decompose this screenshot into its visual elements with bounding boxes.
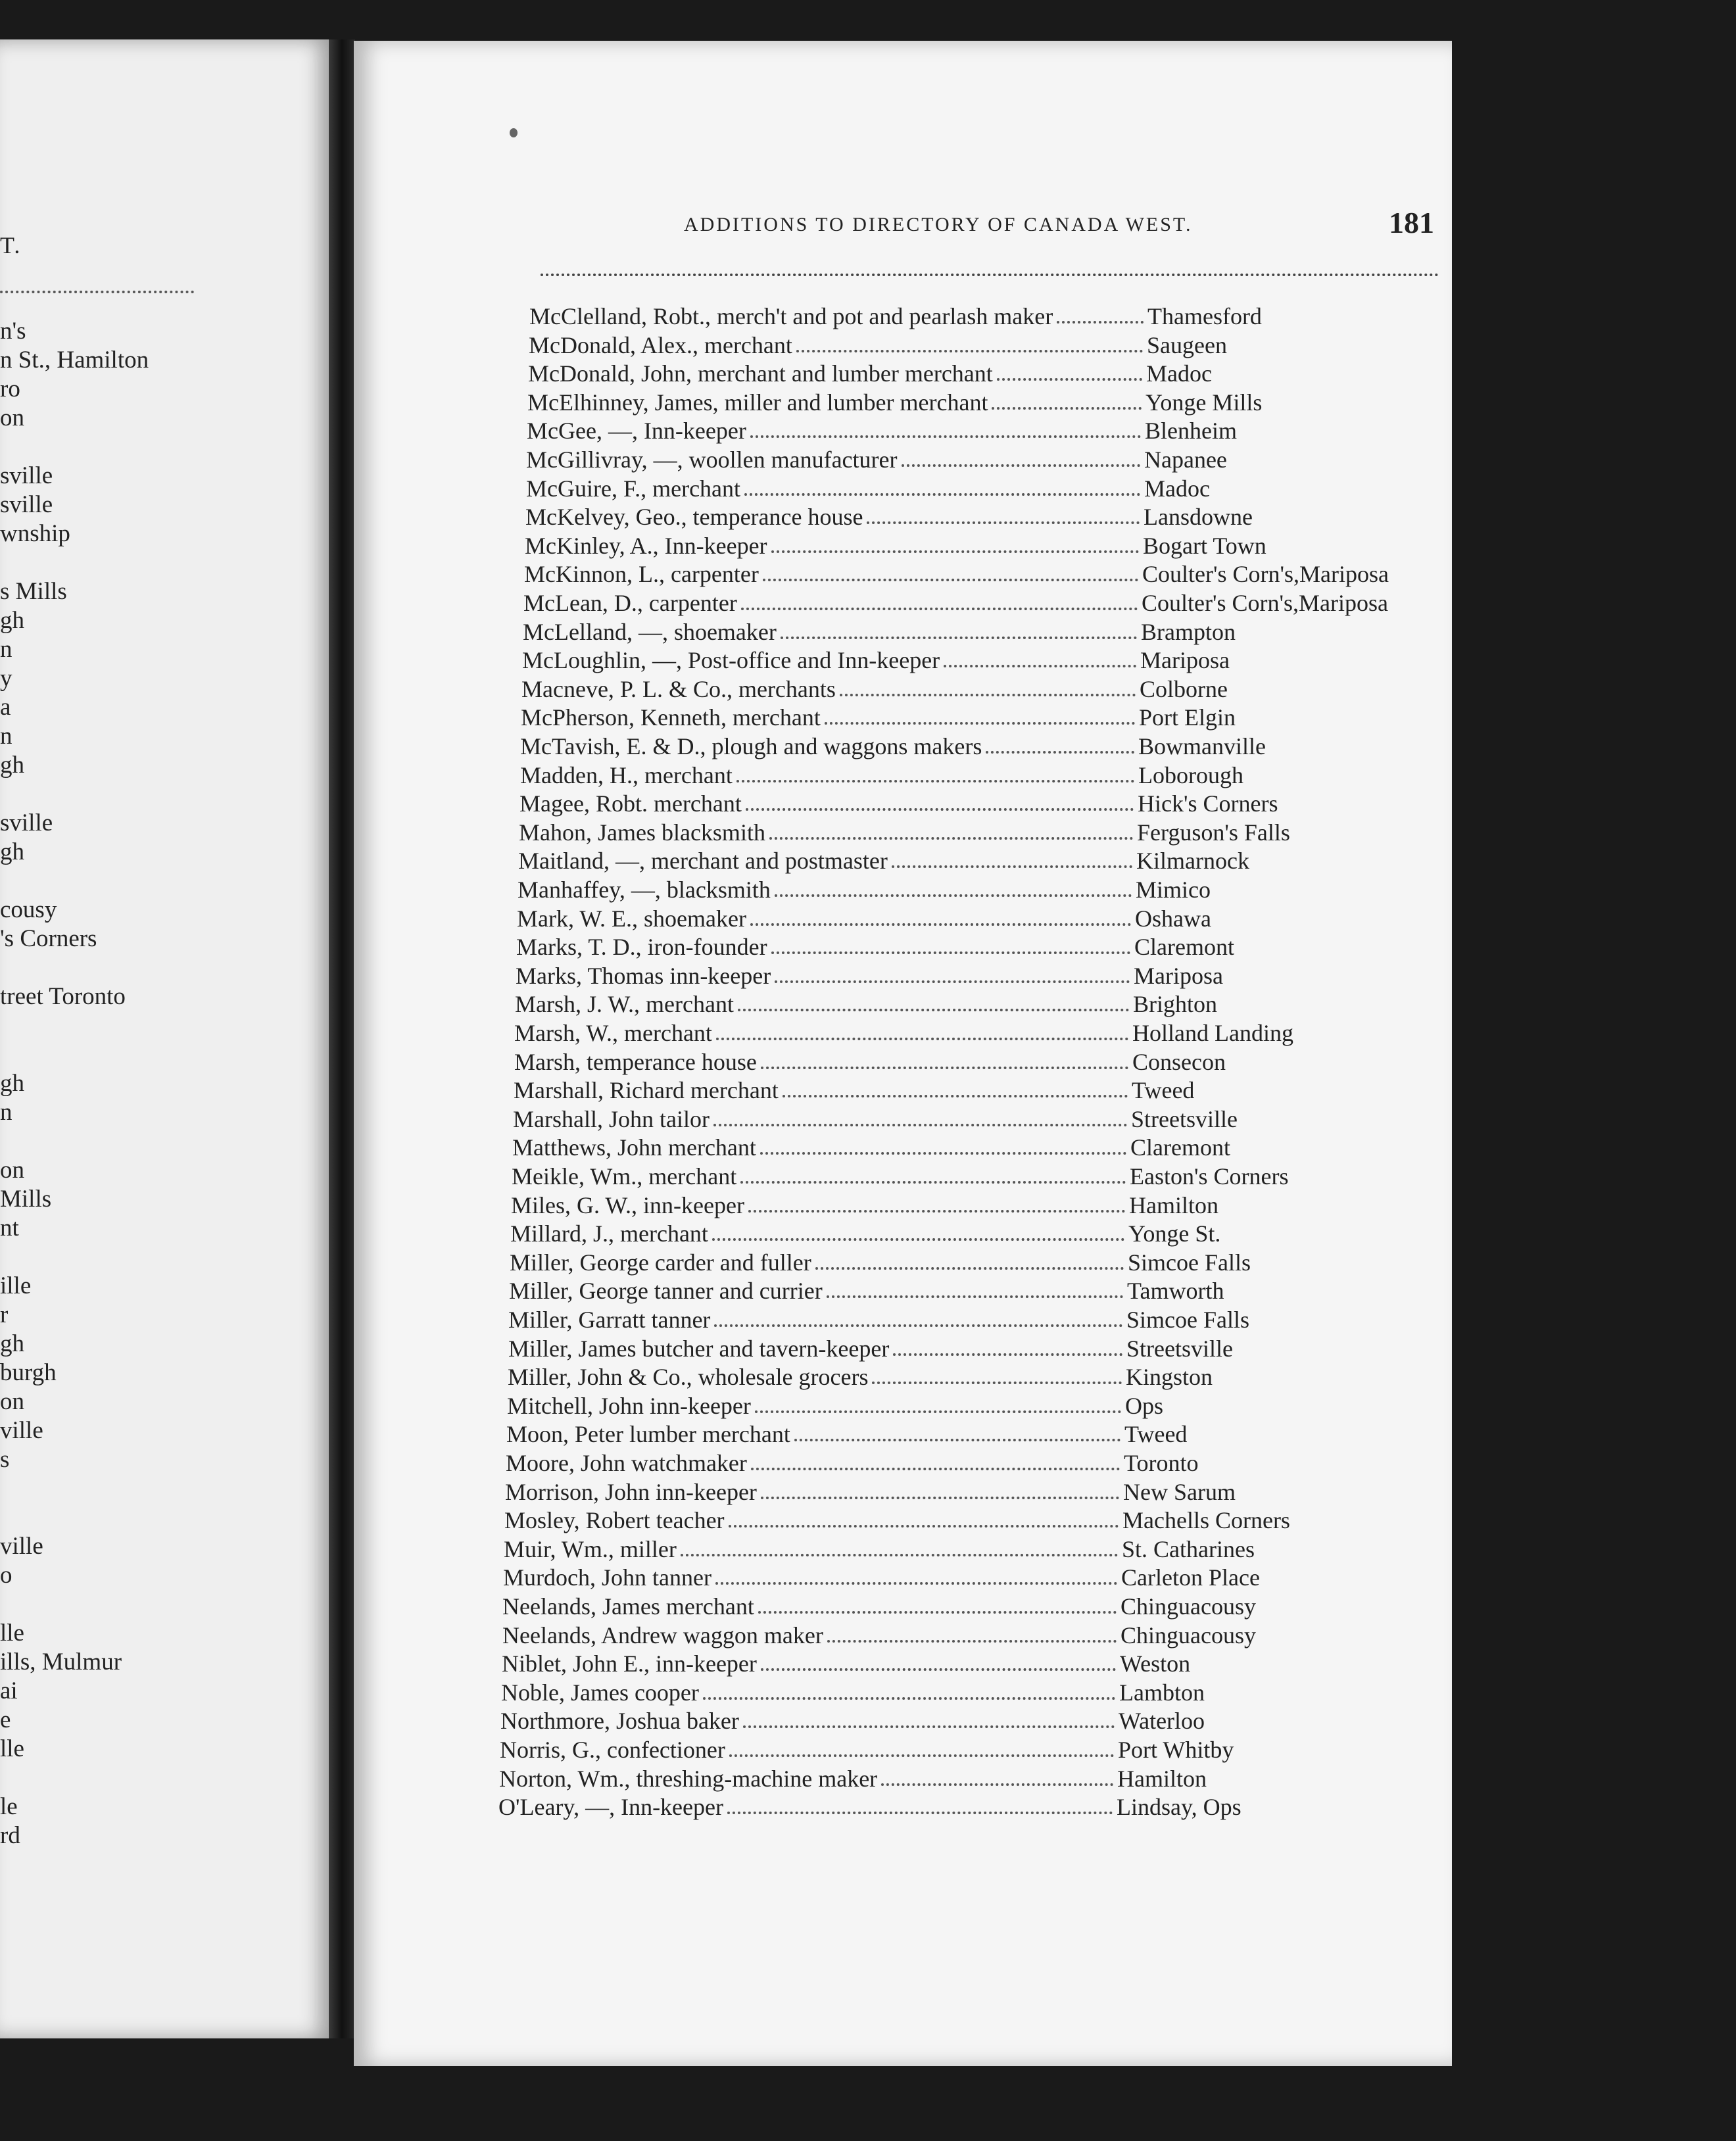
entry-name: Madden, H., merchant [520, 761, 733, 788]
entry-name: McDonald, Alex., merchant [529, 331, 792, 358]
dot-leader [744, 493, 1140, 496]
directory-entry [508, 1363, 1213, 1392]
left-fragment-line: n's [0, 318, 26, 345]
directory-entry [521, 675, 1228, 704]
entry-place: Hamilton [1117, 1765, 1207, 1792]
dot-leader [743, 1725, 1115, 1728]
entry-name: Miles, G. W., inn-keeper [511, 1191, 744, 1218]
entry-place: Holland Landing [1132, 1020, 1293, 1046]
entry-name: McTavish, E. & D., plough and waggons makers [520, 733, 982, 759]
dot-leader [741, 608, 1138, 610]
entry-place: Port Elgin [1139, 704, 1236, 731]
entry-place: Yonge Mills [1145, 389, 1263, 416]
entry-place: Coulter's Corn's,Mariposa [1142, 561, 1389, 588]
entry-place: Weston [1120, 1650, 1191, 1677]
dot-leader [881, 1783, 1113, 1786]
entry-place: Carleton Place [1121, 1564, 1260, 1591]
dot-leader [769, 837, 1133, 840]
entry-name: McElhinney, James, miller and lumber merchant [527, 389, 988, 416]
dot-leader [1057, 321, 1144, 324]
entry-place: Streetsville [1131, 1105, 1238, 1132]
dot-leader [716, 1038, 1128, 1040]
directory-entry [520, 733, 1266, 761]
directory-entry [507, 1392, 1163, 1421]
directory-entry [529, 331, 1227, 360]
directory-entry [518, 876, 1211, 905]
entry-name: Norton, Wm., threshing-machine maker [499, 1765, 878, 1792]
entry-name: Muir, Wm., miller [504, 1535, 677, 1562]
dot-leader [902, 464, 1141, 467]
entry-place: Madoc [1146, 360, 1212, 387]
entry-place: Toronto [1124, 1450, 1199, 1476]
left-fragment-line: on [0, 1388, 24, 1415]
dot-leader [815, 1267, 1124, 1270]
entry-place: Simcoe Falls [1128, 1249, 1251, 1276]
entry-place: Claremont [1134, 934, 1234, 961]
left-fragment-line: ille [0, 1272, 32, 1299]
entry-place: Coulter's Corn's,Mariposa [1142, 590, 1388, 616]
directory-entry [511, 1191, 1218, 1220]
directory-entry [514, 1076, 1194, 1105]
dot-leader [746, 808, 1134, 811]
entry-place: Lindsay, Ops [1117, 1794, 1242, 1821]
left-fragment-line: gh [0, 607, 24, 634]
entry-name: Meikle, Wm., merchant [512, 1163, 737, 1190]
left-fragment-line: gh [0, 1330, 24, 1357]
entry-name: McGuire, F., merchant [526, 475, 741, 502]
left-fragment-line: ro [0, 375, 20, 402]
entry-name: O'Leary, —, Inn-keeper [498, 1794, 723, 1821]
directory-entry [506, 1420, 1187, 1449]
entry-place: St. Catharines [1122, 1535, 1255, 1562]
dot-leader [740, 1181, 1126, 1184]
left-fragment-line: treet Toronto [0, 983, 126, 1010]
entry-place: Easton's Corners [1130, 1163, 1289, 1190]
directory-entry [510, 1249, 1251, 1278]
entry-name: Northmore, Joshua baker [500, 1708, 739, 1735]
left-fragment-line: sville [0, 462, 53, 489]
directory-entry [502, 1650, 1190, 1679]
dot-leader [944, 665, 1136, 667]
directory-entry [519, 790, 1278, 819]
dot-leader [751, 1468, 1120, 1470]
directory-entry [518, 847, 1249, 876]
entry-place: New Sarum [1123, 1478, 1236, 1505]
left-fragment-line: ville [0, 1533, 43, 1560]
entry-name: Mitchell, John inn-keeper [507, 1392, 751, 1419]
entry-name: Miller, Garratt tanner [508, 1307, 711, 1333]
entry-place: Ops [1125, 1392, 1164, 1419]
left-fragment-line: sville [0, 491, 53, 518]
directory-entry [526, 446, 1227, 475]
dot-leader [715, 1582, 1117, 1585]
entry-place: Tamworth [1127, 1278, 1224, 1305]
directory-entry [522, 646, 1230, 675]
entry-name: Magee, Robt. merchant [519, 790, 742, 817]
entry-place: Lambton [1119, 1679, 1205, 1706]
directory-entry [513, 1105, 1238, 1134]
directory-entry [528, 360, 1212, 389]
entry-name: McDonald, John, merchant and lumber merchant [528, 360, 993, 387]
left-fragment-line: rd [0, 1822, 20, 1849]
directory-entry [521, 704, 1236, 733]
entry-place: Port Whitby [1118, 1737, 1234, 1763]
dot-leader [729, 1754, 1114, 1757]
directory-entry [508, 1306, 1249, 1335]
entry-place: Blenheim [1145, 418, 1237, 445]
dot-leader [775, 894, 1132, 897]
entry-name: McGee, —, Inn-keeper [527, 418, 746, 445]
entry-name: McLoughlin, —, Post-office and Inn-keeper [522, 647, 940, 674]
dot-leader [796, 350, 1143, 352]
entry-place: Mariposa [1140, 647, 1230, 674]
left-fragment-line: e [0, 1706, 11, 1733]
entry-place: Streetsville [1126, 1335, 1233, 1362]
dot-leader [703, 1697, 1115, 1700]
left-fragment-line: n [0, 723, 12, 750]
directory-entry [506, 1449, 1198, 1478]
directory-entry [510, 1220, 1220, 1249]
entry-name: Manhaffey, —, blacksmith [518, 877, 771, 903]
left-fragment-line: wnship [0, 520, 70, 547]
left-fragment-line: y [0, 665, 12, 692]
entry-name: McLelland, —, shoemaker [523, 618, 777, 645]
entry-place: Saugeen [1147, 331, 1227, 358]
directory-entry [525, 532, 1266, 561]
running-head: ADDITIONS TO DIRECTORY OF CANADA WEST. [684, 214, 1193, 235]
directory-entry [515, 990, 1217, 1019]
entry-name: Morrison, John inn-keeper [505, 1478, 757, 1505]
left-fragment-line: nt [0, 1215, 19, 1241]
page-number: 181 [1389, 206, 1434, 239]
left-fragment-line: r [0, 1301, 9, 1328]
left-fragment-line: on [0, 1157, 24, 1184]
left-fragment-line: lle [0, 1620, 24, 1647]
dot-leader [893, 1353, 1122, 1356]
directory-entry [504, 1535, 1255, 1564]
dot-leader [827, 1295, 1123, 1298]
dot-leader [867, 521, 1140, 524]
entry-place: Napanee [1144, 446, 1227, 473]
dot-leader [750, 435, 1141, 438]
entry-place: Colborne [1140, 675, 1228, 702]
entry-name: Moore, John watchmaker [506, 1450, 747, 1476]
directory-entry [526, 475, 1210, 504]
directory-entry [523, 589, 1388, 618]
left-fragment-line: ills, Mulmur [0, 1648, 122, 1675]
directory-entry [509, 1277, 1224, 1306]
dot-leader [738, 1009, 1129, 1011]
left-fragment-line: 's Corners [0, 925, 97, 952]
entry-place: Simcoe Falls [1126, 1307, 1249, 1333]
dot-leader [827, 1640, 1117, 1643]
left-running-head-fragment: T. [0, 232, 22, 258]
left-fragment-line: lle [0, 1735, 24, 1762]
entry-name: Marsh, temperance house [514, 1048, 757, 1075]
entry-name: Marshall, Richard merchant [514, 1077, 779, 1104]
dot-leader [783, 1095, 1128, 1097]
dot-leader [748, 1210, 1125, 1213]
dot-leader [729, 1525, 1119, 1528]
entry-name: Marshall, John tailor [513, 1105, 710, 1132]
directory-entry [516, 933, 1234, 962]
left-fragment-line: gh [0, 1070, 24, 1097]
entry-name: McLean, D., carpenter [523, 590, 737, 616]
dot-leader [758, 1611, 1117, 1614]
entry-place: Bowmanville [1138, 733, 1266, 759]
directory-entry [502, 1593, 1256, 1622]
left-fragment-line: ai [0, 1677, 18, 1704]
dot-leader [681, 1554, 1118, 1556]
dot-leader [825, 722, 1135, 725]
entry-name: Millard, J., merchant [510, 1220, 708, 1247]
directory-entry [514, 1048, 1226, 1077]
entry-place: Tweed [1132, 1077, 1195, 1104]
entry-place: Bogart Town [1143, 532, 1266, 559]
entry-name: Neelands, Andrew waggon maker [502, 1622, 823, 1648]
entry-place: Loborough [1138, 761, 1243, 788]
entry-place: Oshawa [1135, 905, 1211, 932]
entry-place: Consecon [1132, 1048, 1226, 1075]
dot-leader [727, 1812, 1113, 1814]
entry-name: Murdoch, John tanner [503, 1564, 711, 1591]
directory-entry [499, 1765, 1207, 1794]
entry-place: Yonge St. [1128, 1220, 1221, 1247]
entry-place: Ferguson's Falls [1137, 819, 1290, 846]
entry-place: Mariposa [1134, 962, 1223, 989]
directory-entry [512, 1134, 1230, 1163]
dot-leader [761, 1067, 1128, 1069]
entry-name: McClelland, Robt., merch't and pot and pearlash maker [529, 303, 1053, 329]
dot-leader [892, 865, 1132, 868]
dot-leader [755, 1410, 1121, 1413]
entry-place: Chinguacousy [1121, 1593, 1256, 1620]
dot-leader [714, 1324, 1122, 1327]
dot-leader [713, 1124, 1127, 1126]
directory-entry [529, 302, 1262, 331]
entry-name: Mahon, James blacksmith [519, 819, 765, 846]
dot-leader [761, 1497, 1119, 1499]
entry-name: Mosley, Robert teacher [504, 1507, 725, 1534]
entry-name: Miller, John & Co., wholesale grocers [508, 1364, 869, 1391]
left-fragment-line: n St., Hamilton [0, 347, 149, 373]
entry-place: Kingston [1126, 1364, 1213, 1391]
directory-entry [527, 417, 1237, 446]
directory-entry [519, 819, 1290, 848]
dot-leader [761, 1668, 1116, 1671]
directory-entry [508, 1335, 1233, 1364]
directory-entry [502, 1622, 1256, 1650]
dot-leader [992, 407, 1142, 410]
entry-place: Kilmarnock [1136, 848, 1249, 875]
directory-entry [505, 1478, 1236, 1507]
left-fragment-line: s Mills [0, 578, 67, 605]
directory-entry [500, 1707, 1205, 1736]
left-fragment-line: a [0, 694, 11, 721]
entry-name: McKelvey, Geo., temperance house [525, 504, 863, 531]
entry-name: McGillivray, —, woollen manufacturer [526, 446, 898, 473]
left-fragment-line: s [0, 1446, 10, 1473]
dot-leader [840, 694, 1136, 696]
left-fragment-line: ville [0, 1417, 43, 1444]
entry-name: Moon, Peter lumber merchant [506, 1421, 790, 1448]
dot-leader [736, 780, 1134, 782]
entry-name: Matthews, John merchant [512, 1134, 756, 1161]
directory-entry [504, 1506, 1290, 1535]
entry-name: Niblet, John E., inn-keeper [502, 1650, 757, 1677]
directory-entry [500, 1736, 1234, 1765]
dot-leader [750, 923, 1131, 926]
left-fragment-line: burgh [0, 1359, 57, 1386]
directory-entry [520, 761, 1243, 790]
directory-entry [516, 962, 1223, 991]
directory-entry [498, 1793, 1242, 1822]
entry-name: Neelands, James merchant [502, 1593, 754, 1620]
directory-entry [524, 560, 1389, 589]
dot-leader [781, 637, 1137, 639]
entry-name: Norris, G., confectioner [500, 1737, 725, 1763]
dot-leader [712, 1238, 1124, 1241]
entry-place: Brampton [1141, 618, 1236, 645]
entry-name: Noble, James cooper [501, 1679, 699, 1706]
entry-name: McKinley, A., Inn-keeper [525, 532, 767, 559]
dot-leader [986, 751, 1134, 754]
entry-place: Madoc [1144, 475, 1210, 502]
entry-name: Marks, T. D., iron-founder [516, 934, 767, 961]
entry-name: McPherson, Kenneth, merchant [521, 704, 821, 731]
dot-leader [760, 1152, 1126, 1155]
entry-name: Marks, Thomas inn-keeper [516, 962, 771, 989]
entry-place: Hick's Corners [1138, 790, 1278, 817]
entry-place: Mimico [1136, 877, 1211, 903]
directory-entry [503, 1564, 1260, 1593]
entry-name: Miller, George carder and fuller [510, 1249, 811, 1276]
left-fragment-line: n [0, 636, 12, 663]
entry-place: Brighton [1133, 991, 1218, 1018]
left-fragment-line: gh [0, 752, 24, 779]
left-fragment-line: le [0, 1793, 18, 1820]
dot-leader [771, 550, 1139, 553]
left-fragment-line: on [0, 404, 24, 431]
dot-leader [775, 980, 1130, 983]
dot-leader [872, 1382, 1122, 1384]
left-fragment-line: gh [0, 838, 24, 865]
entry-place: Machells Corners [1122, 1507, 1290, 1534]
entry-place: Waterloo [1119, 1708, 1205, 1735]
dot-leader [794, 1439, 1121, 1441]
left-fragment-line: cousy [0, 896, 57, 923]
directory-entry [525, 503, 1253, 532]
directory-entry [523, 618, 1236, 647]
entry-place: Chinguacousy [1121, 1622, 1256, 1648]
directory-entry [517, 905, 1211, 934]
left-fragment-line: sville [0, 809, 53, 836]
entry-name: Miller, James butcher and tavern-keeper [508, 1335, 890, 1362]
entry-name: Macneve, P. L. & Co., merchants [521, 675, 836, 702]
directory-entry [512, 1163, 1288, 1191]
entry-place: Hamilton [1129, 1191, 1218, 1218]
directory-entry [527, 389, 1262, 418]
entry-name: Marsh, W., merchant [514, 1020, 712, 1046]
left-fragment-line: n [0, 1099, 12, 1126]
entry-name: Maitland, —, merchant and postmaster [518, 848, 888, 875]
entry-name: McKinnon, L., carpenter [524, 561, 759, 588]
entry-place: Thamesford [1147, 303, 1262, 329]
dot-leader [763, 579, 1138, 581]
dot-leader [997, 378, 1142, 381]
directory-entry [501, 1679, 1205, 1708]
entry-place: Tweed [1124, 1421, 1188, 1448]
entry-place: Lansdowne [1144, 504, 1253, 531]
left-fragment-line: o [0, 1562, 12, 1589]
entry-name: Mark, W. E., shoemaker [517, 905, 746, 932]
left-fragment-line: Mills [0, 1186, 52, 1213]
entry-place: Claremont [1130, 1134, 1230, 1161]
entry-name: Marsh, J. W., merchant [515, 991, 734, 1018]
directory-entry [514, 1019, 1293, 1048]
entry-name: Miller, George tanner and currier [509, 1278, 823, 1305]
dot-leader [771, 951, 1130, 954]
